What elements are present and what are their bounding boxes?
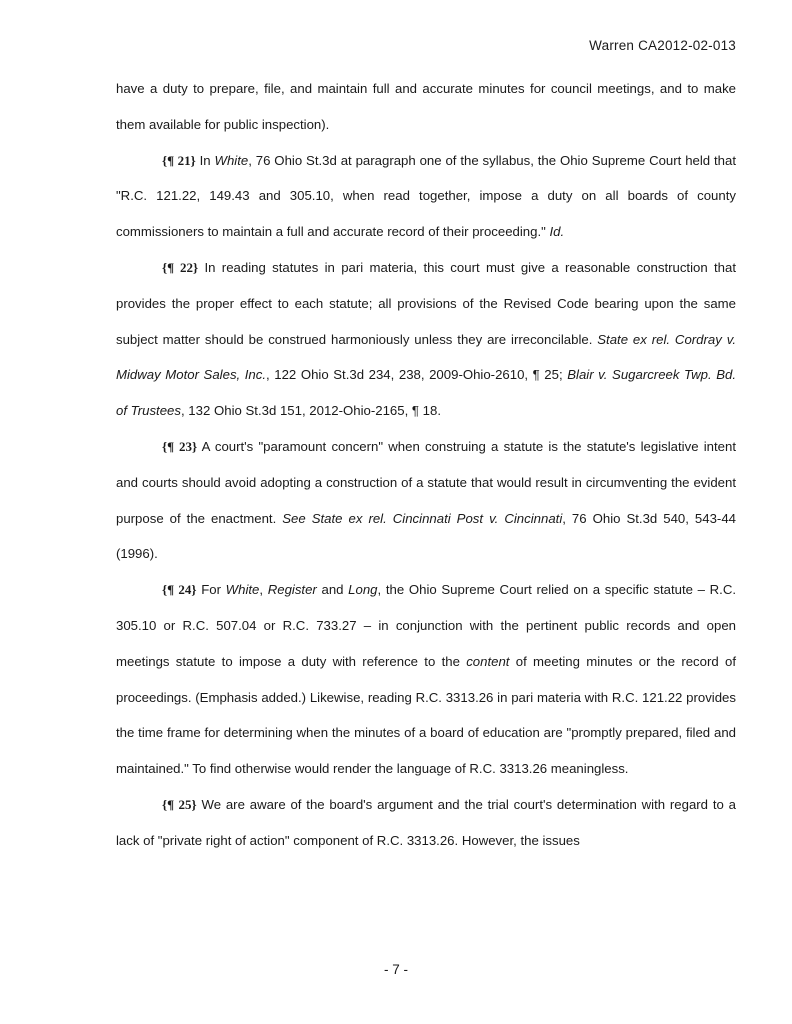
case-number-header: Warren CA2012-02-013 bbox=[589, 38, 736, 53]
paragraph-number: {¶ 25} bbox=[162, 796, 197, 812]
paragraph-number: {¶ 23} bbox=[162, 438, 198, 454]
text-run: , 76 Ohio St.3d 540, 543-44 (1996). bbox=[116, 510, 736, 562]
text-run: and bbox=[316, 582, 349, 598]
paragraph-number: {¶ 24} bbox=[162, 582, 197, 598]
paragraph-21 bbox=[116, 143, 736, 250]
case-citation: Blair v. Sugarcreek Twp. Bd. of Trustees bbox=[116, 367, 736, 419]
text-run: For bbox=[196, 582, 226, 598]
page-number: - 7 - bbox=[383, 962, 408, 977]
citation-id: Id. bbox=[549, 224, 565, 240]
case-name: Long bbox=[348, 582, 378, 598]
paragraph-25 bbox=[116, 787, 736, 859]
text-run: of meeting minutes or the record of proceedings. (Emphasis added.) Likewise, reading R.C. 3313.26 in pari materia with R.C. 121.22 provides the time frame for determining when the minutes of a board of education are "promptly prepared, filed and maintained." To find otherwise would render the language of R.C. 3313.26 meaningless. bbox=[116, 653, 736, 777]
text-run: We are aware of the board's argument and the trial court's determination with regard to a lack of "private right of action" component of R.C. 3313.26. However, the issues bbox=[116, 796, 736, 848]
paragraph-22 bbox=[116, 250, 736, 429]
text-run: , bbox=[259, 582, 268, 598]
case-name: Register bbox=[267, 582, 317, 598]
text-run: In bbox=[195, 152, 215, 168]
text-run: , the Ohio Supreme Court relied on a specific statute – R.C. 305.10 or R.C. 507.04 or R.C. 733.27 – in conjunction with the pertinent public records and open meetings statute to impose a duty with reference to the bbox=[116, 582, 737, 669]
paragraph-number: {¶ 22} bbox=[162, 259, 199, 275]
paragraph-continued bbox=[116, 71, 736, 143]
text-run: , 122 Ohio St.3d 234, 238, 2009-Ohio-2610, ¶ 25; bbox=[266, 367, 568, 383]
case-citation: State ex rel. Cordray v. Midway Motor Sales, Inc. bbox=[116, 331, 736, 383]
text-run: have a duty to prepare, file, and maintain full and accurate minutes for council meetings, and to make them available for public inspection). bbox=[116, 81, 736, 132]
case-citation: White bbox=[214, 152, 249, 168]
text-run: In reading statutes in pari materia, this court must give a reasonable construction that provides the proper effect to each statute; all provisions of the Revised Code bearing upon the same subject matter should be construed harmoniously unless they are irreconcilable. bbox=[116, 259, 736, 347]
document-body bbox=[116, 71, 736, 859]
text-run: A court's "paramount concern" when construing a statute is the statute's legislative intent and courts should avoid adopting a construction of a statute that would result in circumventing the evident purpose of the enactment. bbox=[116, 438, 737, 526]
text-run: , 132 Ohio St.3d 151, 2012-Ohio-2165, ¶ 18. bbox=[180, 403, 442, 419]
case-name: White bbox=[225, 582, 260, 598]
paragraph-24 bbox=[116, 572, 736, 787]
paragraph-23 bbox=[116, 429, 736, 572]
paragraph-number: {¶ 21} bbox=[162, 152, 196, 168]
emphasized-word: content bbox=[466, 653, 510, 669]
text-run: , 76 Ohio St.3d at paragraph one of the syllabus, the Ohio Supreme Court held that "R.C. 121.22, 149.43 and 305.10, when read together, impose a duty on all boards of county commissioners to maintain a full and accurate record of their proceeding." bbox=[116, 152, 737, 240]
case-citation: See State ex rel. Cincinnati Post v. Cincinnati bbox=[282, 510, 563, 526]
